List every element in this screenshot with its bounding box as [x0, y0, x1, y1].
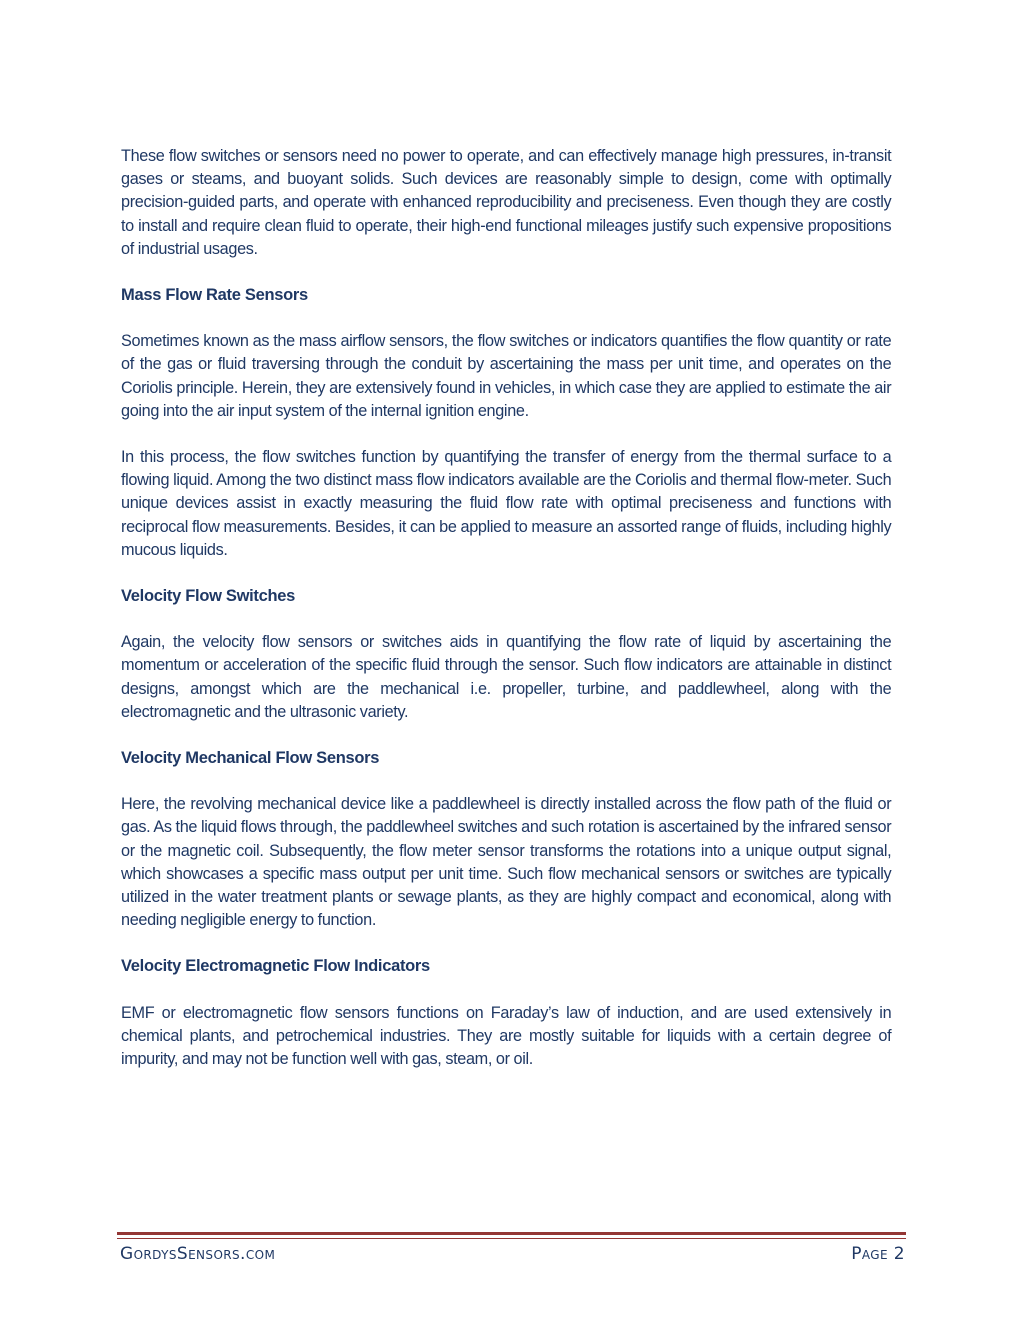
- paragraph: EMF or electromagnetic flow sensors functions on Faraday’s law of induction, and are used extensively in chemical plants, and petrochemical industries. They are mostly suitable for liquids with a certain degree of impurity, and may not be function well with gas, steam, or oil.: [121, 1003, 892, 1069]
- footer-rule-thin: [117, 1238, 906, 1239]
- paragraph: Again, the velocity flow sensors or switches aids in quantifying the flow rate of liquid by ascertaining the momentum or acceleration of the specific fluid through the sensor. Such flow indicators are attainable in distinct designs, amongst which are the mechanical i.e. propeller, turbine, and paddlewheel, along with the electromagnetic and the ultrasonic variety.: [121, 633, 892, 721]
- section-heading: Velocity Mechanical Flow Sensors: [121, 749, 380, 768]
- page-footer: [120, 1244, 905, 1264]
- footer-rule: [117, 1232, 906, 1235]
- section-heading: Velocity Electromagnetic Flow Indicators: [121, 957, 430, 976]
- section-heading: Mass Flow Rate Sensors: [121, 286, 308, 305]
- document-body: [121, 145, 903, 1094]
- footer-site: GordysSensors.com: [120, 1244, 276, 1264]
- paragraph: Sometimes known as the mass airflow sensors, the flow switches or indicators quantifies the flow quantity or rate of the gas or fluid traversing through the conduit by ascertaining the mass per unit time, and operates on the Coriolis principle. Herein, they are extensively found in vehicles, in which case they are applied to estimate the air going into the air input system of the internal ignition engine.: [121, 332, 892, 420]
- footer-page-number: Page 2: [851, 1244, 905, 1264]
- paragraph: These flow switches or sensors need no power to operate, and can effectively manage high pressures, in-transit gases or steams, and buoyant solids. Such devices are reasonably simple to design, come with optimally precision-guided parts, and operate with enhanced reproducibility and preciseness. Even though they are costly to install and require clean fluid to operate, their high-end functional mileages justify such expensive propositions of industrial usages.: [121, 147, 892, 258]
- paragraph: Here, the revolving mechanical device like a paddlewheel is directly installed across the flow path of the fluid or gas. As the liquid flows through, the paddlewheel switches and such rotation is ascertained by the infrared sensor or the magnetic coil. Subsequently, the flow meter sensor transforms the rotations into a unique output signal, which showcases a specific mass output per unit time. Such flow mechanical sensors or switches are typically utilized in the water treatment plants or sewage plants, as they are highly compact and economical, along with needing negligible energy to function.: [121, 795, 892, 930]
- paragraph: In this process, the flow switches function by quantifying the transfer of energy from the thermal surface to a flowing liquid. Among the two distinct mass flow indicators available are the Coriolis and thermal flow-meter. Such unique devices assist in exactly measuring the fluid flow rate with optimal preciseness and functions with reciprocal flow measurements. Besides, it can be applied to measure an assorted range of fluids, including highly mucous liquids.: [121, 448, 892, 559]
- section-heading: Velocity Flow Switches: [121, 587, 296, 606]
